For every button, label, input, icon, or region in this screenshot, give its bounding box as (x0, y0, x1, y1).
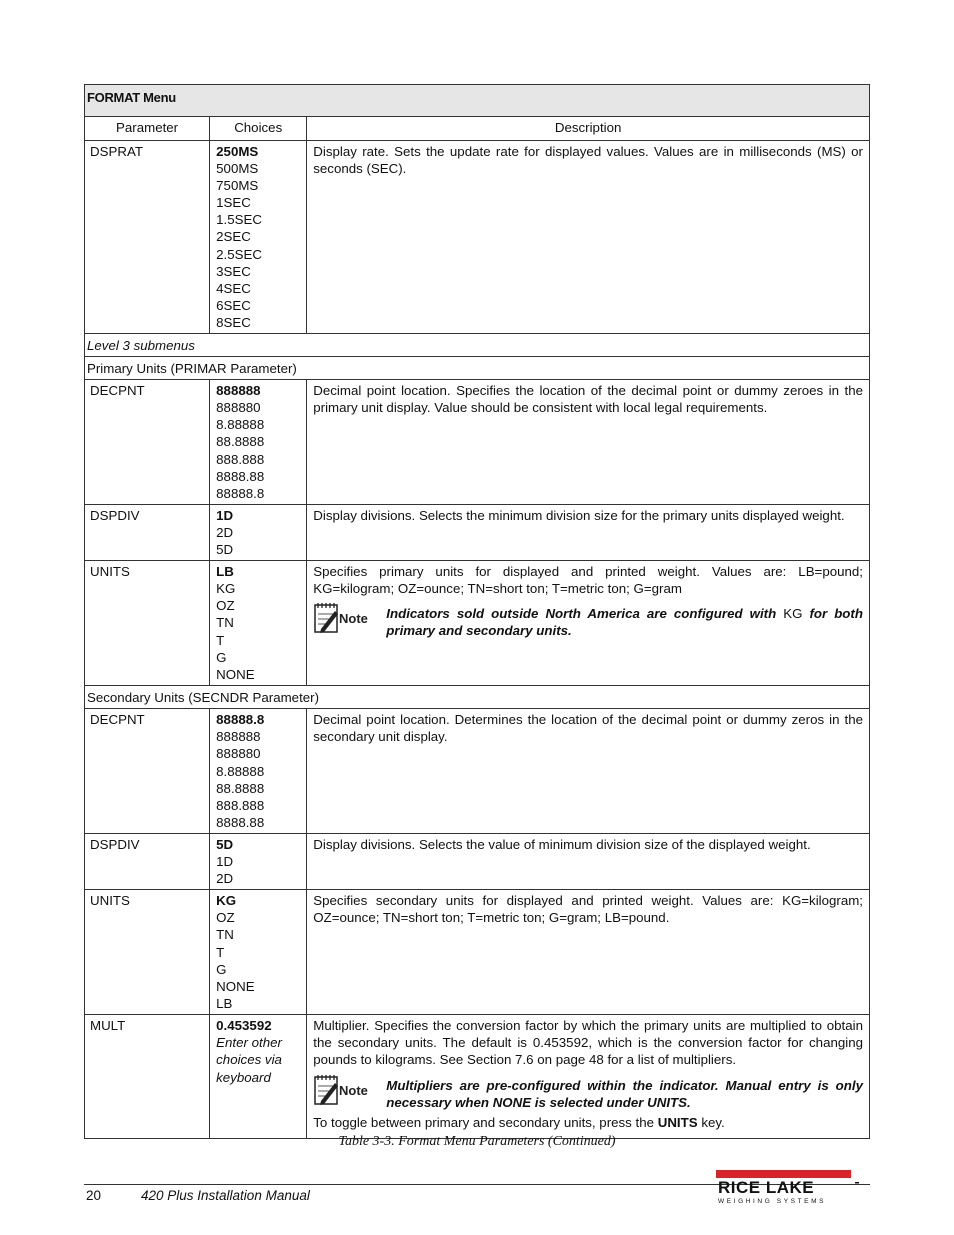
default-choice: KG (216, 893, 237, 909)
choice: 2.5SEC (216, 246, 262, 262)
table-row (85, 1015, 870, 1139)
section-row (85, 334, 870, 357)
logo-bar (716, 1170, 851, 1178)
choice: choices via (216, 1052, 282, 1068)
section-row (85, 686, 870, 709)
choice: keyboard (216, 1069, 271, 1085)
page-number: 20 (86, 1188, 102, 1203)
param-name: DECPNT (85, 380, 210, 505)
default-choice: 88888.8 (216, 712, 265, 728)
format-menu-table (84, 84, 870, 1139)
description-cell: Decimal point location. Determines the location of the decimal point or dummy zeros in the secondary unit display. (307, 709, 870, 834)
choice: T (216, 632, 225, 648)
choices-cell (210, 709, 307, 834)
note-text: Indicators sold outside North America are configured with KG for both primary and secondary units. (386, 606, 863, 639)
choice: 8888.88 (216, 468, 265, 484)
choice: 888880 (216, 400, 261, 416)
choices-cell (210, 834, 307, 890)
choices-cell (210, 1015, 307, 1139)
param-name: DSPDIV (85, 834, 210, 890)
choice: OZ (216, 910, 235, 926)
description-cell (307, 1015, 870, 1139)
default-choice: 0.453592 (216, 1018, 272, 1034)
choice: T (216, 944, 225, 960)
note-box (313, 1077, 863, 1111)
description-text: Specifies primary units for displayed and printed weight. Values are: LB=pound; KG=kilogram; OZ=ounce; TN=short ton; T=metric ton; G=gram (313, 564, 863, 597)
choice: TN (216, 615, 234, 631)
table-row (85, 709, 870, 834)
param-name: DSPDIV (85, 505, 210, 561)
choice: 500MS (216, 161, 259, 177)
description-text: Multiplier. Specifies the conversion factor by which the primary units are multiplied to obtain the secondary units. The default is 0.453592, which is the conversion factor for changing pounds to kilograms. See Section 7.6 on page 48 for a list of multipliers. (313, 1018, 863, 1068)
default-choice: 888888 (216, 383, 261, 399)
description-cell: Display divisions. Selects the minimum division size for the primary units displayed weight. (307, 505, 870, 561)
secondary-units-heading: Secondary Units (SECNDR Parameter) (85, 686, 870, 709)
choice: 88.8888 (216, 780, 265, 796)
choice: 1SEC (216, 195, 251, 211)
choices-cell (210, 890, 307, 1015)
default-choice: LB (216, 564, 234, 580)
choice: LB (216, 995, 233, 1011)
svg-text:WEIGHING SYSTEMS: WEIGHING SYSTEMS (718, 1198, 827, 1205)
choice: 888880 (216, 746, 261, 762)
choice: 88.8888 (216, 434, 265, 450)
choice: 88888.8 (216, 485, 265, 501)
choice: NONE (216, 666, 255, 682)
choice: 8.88888 (216, 763, 265, 779)
table-header-row (85, 117, 870, 141)
choice: 5D (216, 542, 234, 558)
param-name: UNITS (85, 561, 210, 686)
choice: 888888 (216, 729, 261, 745)
svg-text:RICE LAKE: RICE LAKE (718, 1178, 815, 1197)
table-row (85, 834, 870, 890)
choice: 8.88888 (216, 417, 265, 433)
units-key: UNITS (657, 1114, 698, 1130)
choice: OZ (216, 598, 235, 614)
choice: G (216, 961, 227, 977)
table-row (85, 561, 870, 686)
choice: G (216, 649, 227, 665)
choice: 750MS (216, 178, 259, 194)
choice: 888.888 (216, 451, 265, 467)
description-cell: Display divisions. Selects the value of minimum division size of the displayed weight. (307, 834, 870, 890)
rice-lake-logo (714, 1168, 864, 1208)
choice: TN (216, 927, 234, 943)
choice: 6SEC (216, 297, 251, 313)
default-choice: 250MS (216, 144, 259, 159)
header-description: Description (307, 117, 870, 141)
choice: 2D (216, 871, 234, 887)
description-cell: Decimal point location. Specifies the location of the decimal point or dummy zeroes in the primary unit display. Value should be consistent with local legal requirements. (307, 380, 870, 505)
table-title: FORMAT Menu (85, 85, 870, 117)
table-row (85, 505, 870, 561)
table-caption: Table 3-3. Format Menu Parameters (Continued) (338, 1134, 616, 1149)
param-name: DECPNT (85, 709, 210, 834)
choice: 3SEC (216, 263, 251, 279)
level3-heading: Level 3 submenus (85, 334, 870, 357)
description-cell: Specifies secondary units for displayed and printed weight. Values are: KG=kilogram; OZ=ounce; TN=short ton; T=metric ton; G=gram; LB=pound. (307, 890, 870, 1015)
param-name: UNITS (85, 890, 210, 1015)
description-cell (307, 561, 870, 686)
primary-units-heading: Primary Units (PRIMAR Parameter) (85, 357, 870, 380)
table-row (85, 141, 870, 334)
choice: KG (216, 581, 236, 597)
choice: 2D (216, 525, 234, 541)
choice: 8SEC (216, 314, 251, 330)
choice: 1.5SEC (216, 212, 262, 228)
note-text: Multipliers are pre-configured within the indicator. Manual entry is only necessary when NONE is selected under UNITS. (386, 1077, 863, 1110)
table-row (85, 890, 870, 1015)
choice: 1D (216, 854, 234, 870)
param-name: MULT (85, 1015, 210, 1139)
table-row (85, 380, 870, 505)
toggle-text: To toggle between primary and secondary units, press the UNITS key. (313, 1114, 725, 1130)
header-parameter: Parameter (85, 117, 210, 141)
svg-text:Note: Note (339, 611, 369, 627)
section-row (85, 357, 870, 380)
choice: 2SEC (216, 229, 251, 245)
description-cell: Display rate. Sets the update rate for displayed values. Values are in milliseconds (MS) or seconds (SEC). (307, 141, 870, 334)
note-box (313, 605, 863, 639)
manual-title: 420 Plus Installation Manual (141, 1188, 310, 1203)
choices-cell (210, 380, 307, 505)
choice: 8888.88 (216, 814, 265, 830)
choices-cell (210, 141, 307, 334)
header-choices: Choices (210, 117, 307, 141)
choices-cell (210, 561, 307, 686)
note-icon (313, 601, 375, 635)
default-choice: 5D (216, 837, 234, 853)
svg-text:Note: Note (339, 1082, 369, 1098)
choice: Enter other (216, 1035, 282, 1051)
choice: NONE (216, 978, 255, 994)
choices-cell (210, 505, 307, 561)
param-name: DSPRAT (85, 141, 210, 334)
choice: 888.888 (216, 797, 265, 813)
choice: 4SEC (216, 280, 251, 296)
note-icon (313, 1073, 375, 1107)
default-choice: 1D (216, 508, 234, 524)
